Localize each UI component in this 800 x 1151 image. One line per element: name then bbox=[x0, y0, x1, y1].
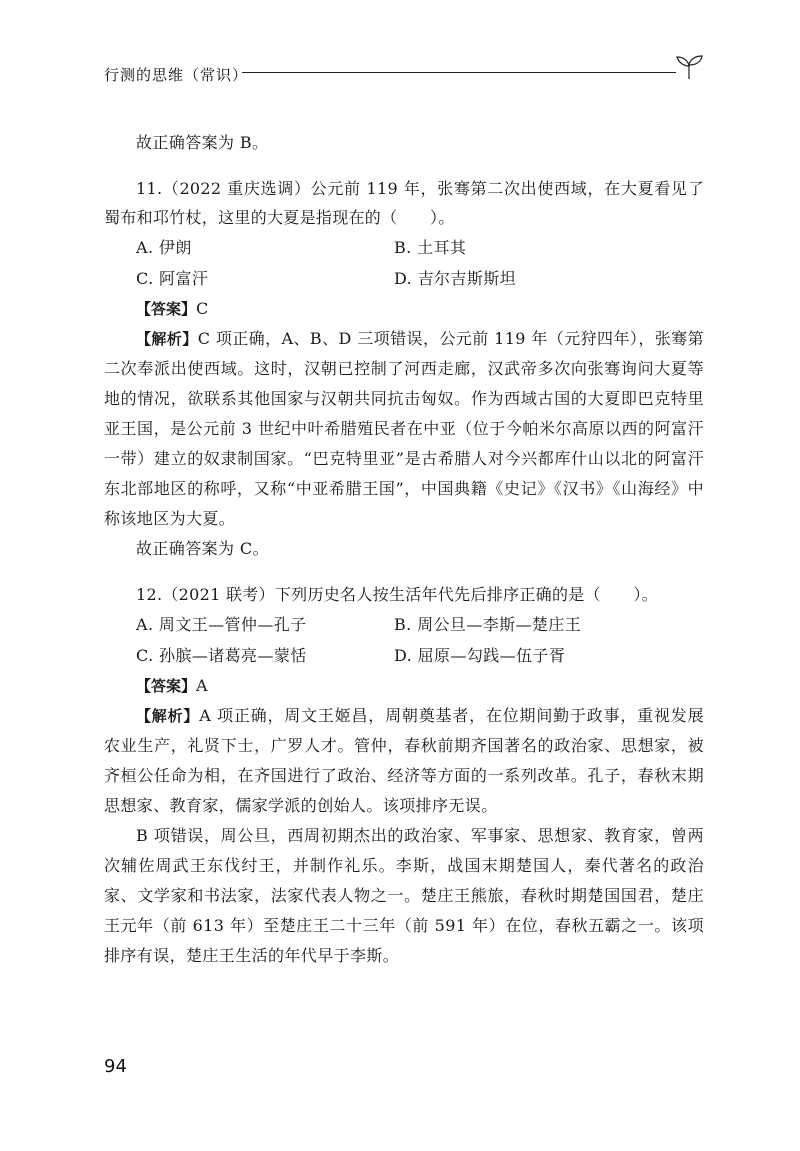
running-header bbox=[104, 60, 704, 88]
answer-label: 【答案】 bbox=[136, 677, 197, 695]
option-b: B. 周公旦—李斯—楚庄王 bbox=[394, 615, 582, 634]
header-title: 行测的思维（常识） bbox=[104, 66, 249, 84]
question-12 bbox=[104, 580, 704, 971]
question-12-options bbox=[104, 609, 704, 671]
analysis-text: A 项正确，周文王姬昌，周朝奠基者，在位期间勤于政事，重视发展农业生产，礼贤下士，广罗人才。管仲，春秋前期齐国著名的政治家、思想家，被齐桓公任命为相，在齐国进行了政治、经济等方面的一系列改革。孔子，春秋末期思想家、教育家，儒家学派的创始人。该项排序无误。 bbox=[104, 706, 704, 815]
page-number: 94 bbox=[104, 1056, 127, 1077]
question-11-title: 11.（2022 重庆选调）公元前 119 年，张骞第二次出使西域，在大夏看见了蜀布和邛竹杖，这里的大夏是指现在的（ ）。 bbox=[104, 179, 704, 227]
answer-value: C bbox=[196, 299, 209, 318]
question-11-analysis bbox=[104, 324, 704, 534]
analysis-text: C 项正确，A、B、D 三项错误，公元前 119 年（元狩四年），张骞第二次奉派出使西域。这时，汉朝已控制了河西走廊，汉武帝多次向张骞询问大夏等地的情况，欲联系其他国家与汉朝共同抗击匈奴。作为西域古国的大夏即巴克特里亚王国，是公元前 3 世纪中叶希腊殖民者在中亚（位于今帕米尔高原以西的阿富汗一带）建立的奴隶制国家。“巴克特里亚”是古希腊人对今兴都库什山以北的阿富汗东北部地区的称呼，又称“中亚希腊王国”，中国典籍《史记》《汉书》《山海经》中称该地区为大夏。 bbox=[104, 329, 704, 528]
question-12-analysis-b: B 项错误，周公旦，西周初期杰出的政治家、军事家、思想家、教育家，曾两次辅佐周武王东伐纣王，并制作礼乐。李斯，战国末期楚国人，秦代著名的政治家、文学家和书法家，法家代表人物之一。楚庄王熊旅，春秋时期楚国国君，楚庄王元年（前 613 年）至楚庄王二十三年（前 591 年）在位，春秋五霸之一。该项排序有误，楚庄王生活的年代早于李斯。 bbox=[104, 826, 704, 965]
option-a: A. 伊朗 bbox=[136, 238, 192, 257]
option-d: D. 吉尔吉斯斯坦 bbox=[394, 269, 517, 288]
option-a: A. 周文王—管仲—孔子 bbox=[136, 615, 307, 634]
option-c: C. 孙膑—诸葛亮—蒙恬 bbox=[136, 646, 307, 665]
question-11-options bbox=[104, 232, 704, 294]
page-content bbox=[104, 128, 704, 971]
option-c: C. 阿富汗 bbox=[136, 269, 209, 288]
option-b: B. 土耳其 bbox=[394, 238, 467, 257]
answer-value: A bbox=[196, 676, 208, 695]
question-11-conclusion: 故正确答案为 C。 bbox=[136, 539, 269, 558]
analysis-label: 【解析】 bbox=[136, 707, 200, 725]
question-11 bbox=[104, 174, 704, 564]
option-d: D. 屈原—勾践—伍子胥 bbox=[394, 646, 566, 665]
answer-label: 【答案】 bbox=[136, 300, 197, 318]
question-12-analysis-a bbox=[104, 701, 704, 821]
analysis-label: 【解析】 bbox=[136, 330, 198, 348]
header-rule bbox=[242, 72, 676, 73]
question-12-title: 12.（2021 联考）下列历史名人按生活年代先后排序正确的是（ ）。 bbox=[136, 585, 659, 604]
sprout-icon bbox=[674, 52, 704, 82]
question-12-answer bbox=[104, 671, 704, 701]
prev-conclusion: 故正确答案为 B。 bbox=[136, 133, 269, 152]
question-11-answer bbox=[104, 294, 704, 324]
